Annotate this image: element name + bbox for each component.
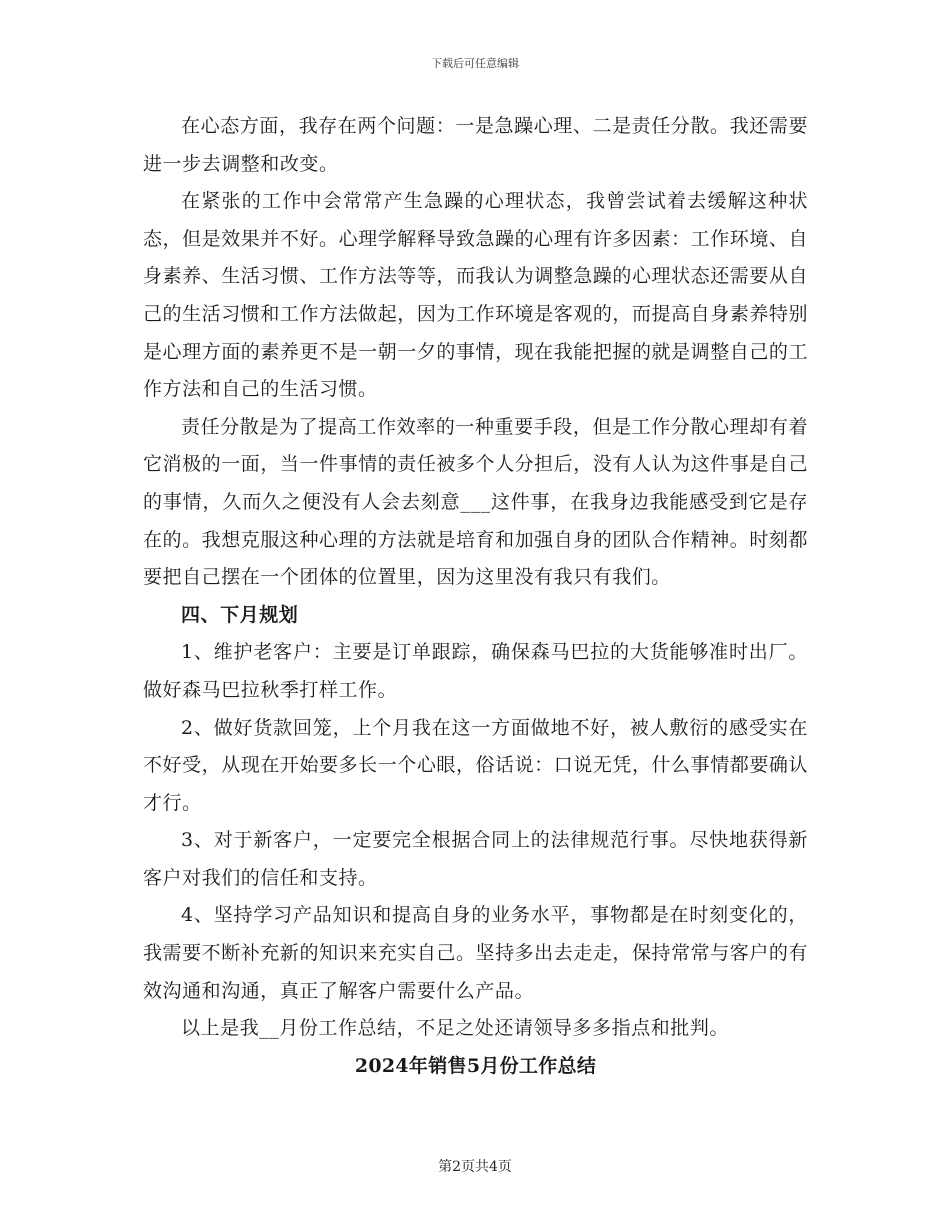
section-heading: 四、下月规划 bbox=[181, 603, 299, 626]
plan-item: 4、坚持学习产品知识和提高自身的业务水平，事物都是在时刻变化的，我需要不断补充新的知识来充实自己。坚持多出去走走，保持常常与客户的有效沟通和沟通，真正了解客户需要什么产品。 bbox=[143, 904, 808, 1002]
plan-item: 1、维护老客户：主要是订单跟踪，确保森马巴拉的大货能够准时出厂。做好森马巴拉秋季打样工作。 bbox=[143, 641, 808, 701]
plan-item: 2、做好货款回笼，上个月我在这一方面做地不好，被人敷衍的感受实在不好受，从现在开始要多长一个心眼，俗话说：口说无凭，什么事情都要确认才行。 bbox=[143, 716, 808, 814]
page-footer: 第2页共4页 bbox=[438, 1159, 512, 1175]
paragraph-impatience: 在紧张的工作中会常常产生急躁的心理状态，我曾尝试着去缓解这种状态，但是效果并不好。心理学解释导致急躁的心理有许多因素：工作环境、自身素养、生活习惯、工作方法等等，而我认为调整急躁的心理状态还需要从自己的生活习惯和工作方法做起，因为工作环境是客观的，而提高自身素养特别是心理方面的素养更不是一朝一夕的事情，现在我能把握的就是调整自己的工作方法和自己的生活习惯。 bbox=[143, 190, 808, 401]
page-header: 下载后可任意编辑 bbox=[431, 57, 519, 70]
document-body bbox=[143, 108, 808, 1085]
paragraph-mindset: 在心态方面，我存在两个问题：一是急躁心理、二是责任分散。我还需要进一步去调整和改变。 bbox=[143, 115, 808, 175]
closing-paragraph: 以上是我__月份工作总结，不足之处还请领导多多指点和批判。 bbox=[181, 1017, 729, 1040]
plan-item: 3、对于新客户，一定要完全根据合同上的法律规范行事。尽快地获得新客户对我们的信任和支持。 bbox=[143, 829, 808, 889]
paragraph-responsibility: 责任分散是为了提高工作效率的一种重要手段，但是工作分散心理却有着它消极的一面，当一件事情的责任被多个人分担后，没有人认为这件事是自己的事情，久而久之便没有人会去刻意___这件事，在我身边我能感受到它是存在的。我想克服这种心理的方法就是培育和加强自身的团队合作精神。时刻都要把自己摆在一个团体的位置里，因为这里没有我只有我们。 bbox=[143, 415, 808, 589]
next-document-title: 2024年销售5月份工作总结 bbox=[354, 1054, 597, 1077]
